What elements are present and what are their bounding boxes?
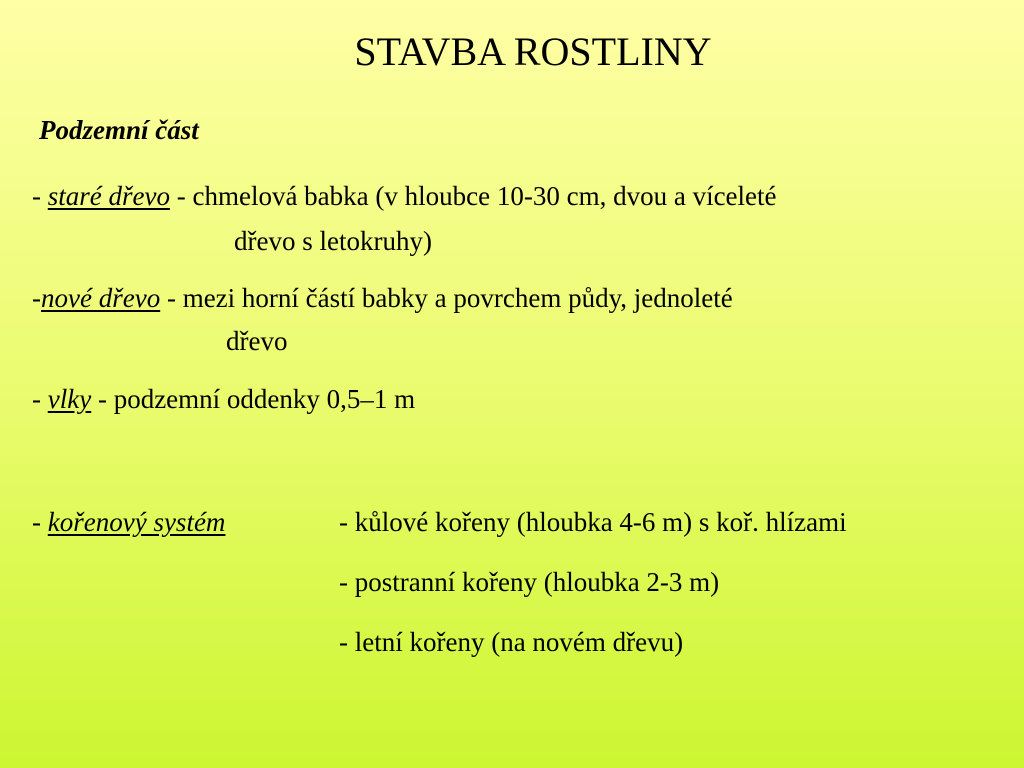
term-vlky: vlky [47,384,92,414]
item-continuation: dřevo [226,326,288,356]
slide-title: STAVBA ROSTLINY [354,29,712,74]
item-description: - podzemní oddenky 0,5–1 m [91,384,416,414]
list-item-old-wood [32,180,777,212]
root-part-lateral: - postranní kořeny (hloubka 2-3 m) [339,567,720,597]
item-prefix: - [32,507,48,537]
item-prefix: - [32,181,48,211]
item-description: - mezi horní částí babky a povrchem půdy, jednoleté [160,283,733,313]
item-description: - chmelová babka (v hloubce 10-30 cm, dvou a víceleté [169,181,777,211]
item-prefix: - [32,283,41,313]
term-new-wood: nové dřevo [41,283,161,313]
list-item-vlky [32,383,415,415]
list-item-new-wood [32,282,733,314]
term-root-system: kořenový systém [47,507,226,537]
item-prefix: - [32,384,48,414]
root-part-taproot: - kůlové kořeny (hloubka 4-6 m) s koř. hlízami [339,507,847,537]
section-heading: Podzemní část [39,115,199,145]
term-old-wood: staré dřevo [47,181,170,211]
item-continuation: dřevo s letokruhy) [234,226,432,256]
root-part-summer: - letní kořeny (na novém dřevu) [339,627,684,657]
list-item-root-system [32,506,225,538]
